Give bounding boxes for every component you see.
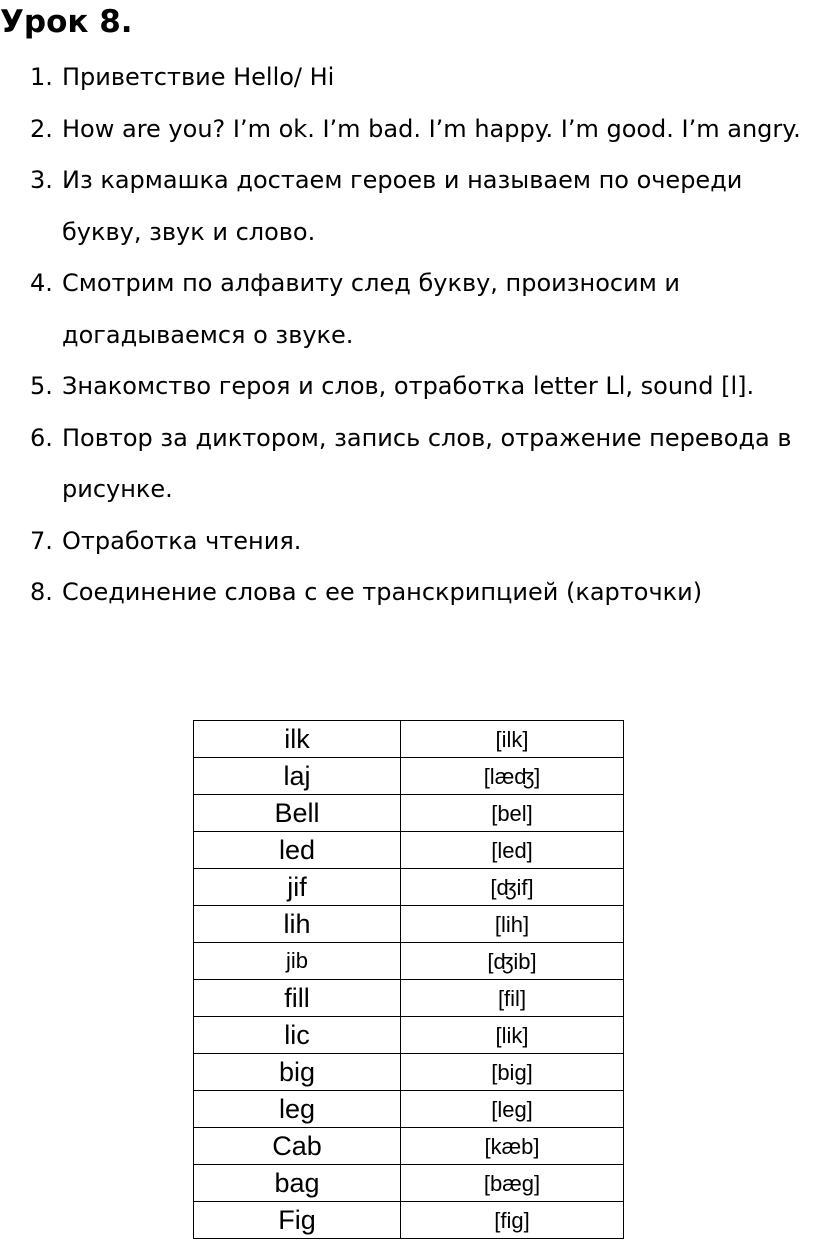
table-row — [194, 795, 624, 832]
transcription-cell: [led] — [401, 832, 624, 869]
transcription-cell: [lik] — [401, 1017, 624, 1054]
transcription-cell: [fig] — [401, 1202, 624, 1239]
step-number: 4. — [30, 269, 53, 297]
table-row — [194, 869, 624, 906]
word-cell: Bell — [194, 795, 401, 832]
word-cell: led — [194, 832, 401, 869]
table-row — [194, 1165, 624, 1202]
step-number: 2. — [30, 114, 53, 143]
table-row — [194, 832, 624, 869]
step-text: Отработка чтения. — [62, 526, 302, 555]
step-number: 8. — [30, 578, 53, 606]
lesson-step-4 — [0, 258, 816, 361]
lesson-step-3 — [0, 155, 816, 258]
lesson-step-5 — [0, 361, 816, 413]
table-row — [194, 1128, 624, 1165]
word-cell: bag — [194, 1165, 401, 1202]
word-cell: big — [194, 1054, 401, 1091]
word-cell: jib — [194, 943, 401, 980]
transcription-cell: [ʤib] — [401, 943, 624, 980]
step-text: Соединение слова с ее транскрипцией (карточки) — [62, 578, 703, 606]
step-text: Смотрим по алфавиту след букву, произносим и догадываемся о звуке. — [62, 269, 681, 349]
transcription-cell: [big] — [401, 1054, 624, 1091]
page-title: Урок 8. — [0, 4, 133, 40]
word-cell: Cab — [194, 1128, 401, 1165]
word-cell: fill — [194, 980, 401, 1017]
lesson-step-6 — [0, 413, 816, 516]
transcription-cell: [ʤif] — [401, 869, 624, 906]
table-row — [194, 758, 624, 795]
lesson-step-2 — [0, 104, 816, 156]
transcription-cell: [læʤ] — [401, 758, 624, 795]
step-text: Повтор за диктором, запись слов, отражение перевода в рисунке. — [62, 423, 792, 503]
table-row — [194, 1202, 624, 1239]
lesson-steps-list — [0, 52, 816, 619]
word-transcription-table — [193, 720, 624, 1239]
step-text: Приветствие Hello/ Hi — [62, 63, 335, 91]
transcription-cell: [bel] — [401, 795, 624, 832]
table-row — [194, 980, 624, 1017]
transcription-cell: [leg] — [401, 1091, 624, 1128]
table-row — [194, 943, 624, 980]
step-number: 3. — [30, 166, 53, 194]
lesson-step-8 — [0, 567, 816, 619]
word-cell: lih — [194, 906, 401, 943]
table-row — [194, 721, 624, 758]
step-text: How are you? I’m ok. I’m bad. I’m happy. I’m good. I’m angry. — [62, 114, 801, 143]
lesson-step-7 — [0, 516, 816, 568]
step-number: 5. — [30, 372, 53, 400]
step-text: Знакомство героя и слов, отработка letter Ll, sound [l]. — [62, 372, 755, 400]
word-cell: laj — [194, 758, 401, 795]
step-number: 6. — [30, 423, 53, 452]
word-cell: ilk — [194, 721, 401, 758]
table-row — [194, 1017, 624, 1054]
step-number: 1. — [30, 63, 53, 91]
transcription-cell: [bæg] — [401, 1165, 624, 1202]
transcription-cell: [fil] — [401, 980, 624, 1017]
step-text: Из кармашка достаем героев и называем по очереди букву, звук и слово. — [62, 166, 743, 246]
step-number: 7. — [30, 526, 53, 555]
word-cell: Fig — [194, 1202, 401, 1239]
transcription-cell: [kæb] — [401, 1128, 624, 1165]
lesson-step-1 — [0, 52, 816, 104]
word-cell: leg — [194, 1091, 401, 1128]
table-row — [194, 1054, 624, 1091]
word-cell: jif — [194, 869, 401, 906]
transcription-cell: [ilk] — [401, 721, 624, 758]
table-row — [194, 906, 624, 943]
transcription-cell: [lih] — [401, 906, 624, 943]
word-cell: lic — [194, 1017, 401, 1054]
table-row — [194, 1091, 624, 1128]
